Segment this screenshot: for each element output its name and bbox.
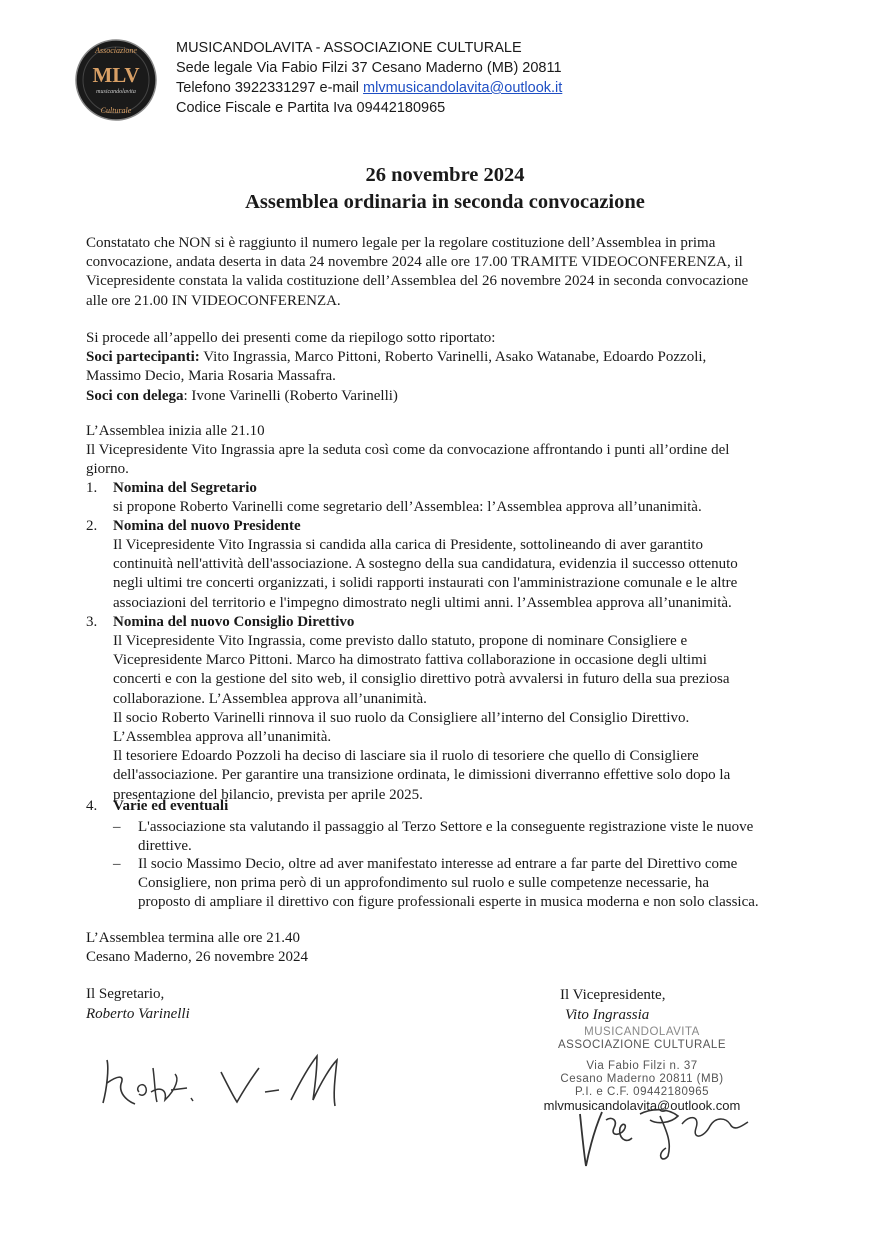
stamp-line: mlvmusicandolavita@outlook.com	[543, 1098, 741, 1113]
vp-name: Vito Ingrassia	[565, 1007, 650, 1023]
stamp-line: MUSICANDOLAVITA	[584, 1026, 700, 1038]
logo-middle-text: musicandolavita	[96, 89, 136, 95]
item-line: continuità nell'attività dell'associazione. A sostegno della sua candidatura, evidenzia il successo ottenuto	[113, 556, 738, 573]
item-number: 4.	[86, 798, 98, 814]
org-phone: Telefono 3922331297 e-mail	[176, 80, 364, 96]
intro-paragraph	[86, 234, 806, 311]
secretary-signature-block	[86, 984, 190, 1024]
attendance-intro: Si procede all’appello dei presenti come da riepilogo sotto riportato:	[86, 330, 496, 346]
org-name: MUSICANDOLAVITA - ASSOCIAZIONE CULTURALE	[176, 40, 522, 56]
item-body-president	[113, 536, 807, 613]
stamp-line: ASSOCIAZIONE CULTURALE	[558, 1039, 726, 1051]
item-heading-secretary: Nomina del Segretario	[113, 480, 257, 496]
opening-section	[86, 422, 806, 480]
item-line: Il socio Roberto Varinelli rinnova il suo ruolo da Consigliere all’interno del Consiglio Direttivo.	[113, 709, 690, 726]
item-heading-other: Varie ed eventuali	[113, 798, 229, 814]
members-line	[86, 348, 806, 367]
org-address: Sede legale Via Fabio Filzi 37 Cesano Maderno (MB) 20811	[176, 60, 562, 76]
bullet-line: Consigliere, non prima però di un approfondimento sul ruolo e sulle competenze necessarie, ha	[138, 875, 710, 892]
stamp-line: Cesano Maderno 20811 (MB)	[560, 1073, 724, 1085]
item-number: 2.	[86, 518, 98, 534]
org-email-link[interactable]: mlvmusicandolavita@outlook.it	[363, 80, 563, 96]
item-heading-board: Nomina del nuovo Consiglio Direttivo	[113, 614, 355, 630]
intro-line: Vicepresidente constata la valida costituzione dell’Assemblea del 26 novembre 2024 in seconda convocazione	[86, 273, 749, 290]
opening-line: Il Vicepresidente Vito Ingrassia apre la seduta così come da convocazione affrontando i punti all’ordine del	[86, 442, 730, 459]
item-line: concerti e con la gestione del sito web, il consiglio direttivo potrà avvalersi in futuro della sua preziosa	[113, 671, 730, 688]
item-heading-president: Nomina del nuovo Presidente	[113, 518, 301, 534]
vp-handwritten-signature	[570, 1094, 760, 1179]
title-date: 26 novembre 2024	[365, 164, 525, 186]
bullet-dash: –	[113, 819, 121, 835]
opening-time: L’Assemblea inizia alle 21.10	[86, 423, 265, 439]
item-line: presentazione del bilancio, prevista per aprile 2025.	[113, 786, 423, 803]
logo-main-text: MLV	[92, 63, 140, 87]
bullet-line: direttive.	[138, 838, 192, 855]
members-list: Vito Ingrassia, Marco Pittoni, Roberto Varinelli, Asako Watanabe, Edoardo Pozzoli,	[199, 349, 707, 366]
secretary-role: Il Segretario,	[86, 986, 165, 1002]
secretary-handwritten-signature	[95, 1048, 355, 1123]
org-contacts	[176, 78, 562, 98]
opening-line: giorno.	[86, 461, 129, 478]
association-logo	[74, 38, 158, 122]
item-line: collaborazione. L’Assemblea approva all’unanimità.	[113, 690, 427, 707]
intro-line: Constatato che NON si è raggiunto il numero legale per la regolare costituzione dell’Assemblea in prima	[86, 235, 716, 251]
closing-place-date: Cesano Maderno, 26 novembre 2024	[86, 949, 309, 966]
stamp-line: P.I. e C.F. 09442180965	[574, 1086, 710, 1098]
item-line: Il Vicepresidente Vito Ingrassia, come previsto dallo statuto, propone di nominare Consigliere e	[113, 633, 688, 649]
item-body-board	[113, 632, 807, 805]
members-label: Soci partecipanti:	[86, 349, 200, 366]
closing-section	[86, 929, 806, 967]
members-line-2: Massimo Decio, Maria Rosaria Massafra.	[86, 368, 336, 385]
item-line: Il tesoriere Edoardo Pozzoli ha deciso di lasciare sia il ruolo di tesoriere che quello di Consigliere	[113, 748, 699, 765]
item-line: Vicepresidente Marco Pittoni. Marco ha dimostrato fattiva collaborazione in occasione degli ultimi	[113, 652, 707, 669]
closing-time: L’Assemblea termina alle ore 21.40	[86, 930, 300, 946]
title-subtitle: Assemblea ordinaria in seconda convocazione	[245, 191, 645, 213]
proxy-text: : Ivone Varinelli (Roberto Varinelli)	[183, 387, 398, 404]
item-line: dell'associazione. Per garantire una transizione ordinata, le dimissioni diverranno effettive solo dopo la	[113, 767, 731, 784]
stamp-line: Via Fabio Filzi n. 37	[586, 1060, 698, 1072]
item-number: 3.	[86, 614, 98, 630]
item-line: si propone Roberto Varinelli come segretario dell’Assemblea: l’Assemblea approva all’unanimità.	[113, 499, 702, 515]
proxy-line	[86, 387, 806, 406]
bullet-line: Il socio Massimo Decio, oltre ad aver manifestato interesse ad entrare a far parte del Direttivo come	[138, 856, 738, 872]
item-body-secretary	[113, 498, 807, 517]
proxy-label: Soci con delega	[86, 387, 184, 404]
vp-signature-block	[560, 985, 665, 1025]
intro-line: convocazione, andata deserta in data 24 novembre 2024 alle ore 17.00 TRAMITE VIDEOCONFERENZA, il	[86, 254, 743, 271]
item-number: 1.	[86, 480, 98, 496]
attendance-section	[86, 329, 806, 406]
organization-header	[176, 38, 562, 118]
org-tax-id: Codice Fiscale e Partita Iva 09442180965	[176, 100, 446, 116]
item-line: Il Vicepresidente Vito Ingrassia si candida alla carica di Presidente, sottolineando di aver garantito	[113, 537, 703, 553]
document-title	[0, 162, 890, 216]
bullet-text-third-sector	[138, 818, 806, 856]
logo-bottom-text: Culturale	[100, 106, 132, 115]
item-line: L’Assemblea approva all’unanimità.	[113, 729, 332, 746]
vp-role: Il Vicepresidente,	[560, 987, 666, 1003]
bullet-text-decio	[138, 855, 806, 913]
bullet-line: proposto di ampliare il direttivo con figure professionali esperte in musica moderna e non solo classica.	[138, 894, 759, 911]
item-line: negli ultimi tre concerti organizzati, i solidi rapporti instaurati con l'amministrazione comunale e le altre	[113, 575, 738, 592]
intro-line: alle ore 21.00 IN VIDEOCONFERENZA.	[86, 292, 341, 309]
logo-top-text: Associazione	[95, 46, 137, 55]
secretary-name: Roberto Varinelli	[86, 1006, 190, 1022]
bullet-dash: –	[113, 856, 121, 872]
item-line: associazioni del territorio e l'impegno dimostrato negli ultimi anni. l’Assemblea approva all’unanimità.	[113, 594, 732, 611]
bullet-line: L'associazione sta valutando il passaggio al Terzo Settore e la conseguente registrazione viste le nuove	[138, 819, 754, 835]
